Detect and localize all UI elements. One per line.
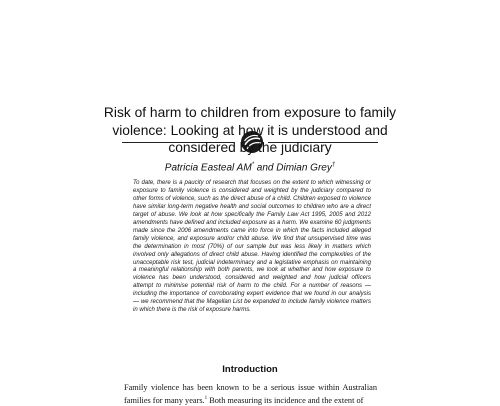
section-heading: Introduction bbox=[222, 364, 278, 375]
body-paragraph bbox=[124, 382, 377, 406]
author-joiner: and bbox=[254, 162, 277, 174]
author-name: Dimian Grey bbox=[276, 162, 332, 174]
body-text: Family violence has been known to be a serious issue within Australian families for many years. bbox=[124, 383, 377, 405]
article-title: Risk of harm to children from exposure to family violence: Looking at how it is understood and considered by the judiciary bbox=[103, 105, 397, 155]
header-ornament bbox=[0, 64, 500, 94]
author-affiliation-mark: † bbox=[331, 162, 336, 168]
author-name: Patricia Easteal AM bbox=[164, 162, 252, 174]
abstract: To date, there is a paucity of research that focuses on the extent to which witnessing or exposure to family violence is considered and weighted by the judiciary compared to other forms of violence, such as the direct abuse of a child. Children exposed to violence have similar long-term negative health and social outcomes to children who are a direct target of abuse. We look at how specifically the Family Law Act 1995, 2005 and 2012 amendments have defined and included exposure as a harm. We examine 60 judgments made since the 2006 amendments came into force in which the facts included alleged family violence, and exposure and/or child abuse. We find that unsupervised time was the determination in most (70%) of our sample but was less likely in matters which involved only allegations of direct child abuse. Having identified the complexities of the unacceptable risk test, judicial indeterminacy and a legislative emphasis on maintaining a meaningful relationship with both parents, we look at whether and how exposure to violence has been understood, considered and weighted and how judicial officers attempt to minimise potential risk of harm to the child. For a number of reasons — including the importance of corroborating expert evidence that we found in our analysis — we recommend that the Magellan List be expanded to include family violence matters in which there is the risk of exposure harms. bbox=[133, 180, 371, 314]
footnote-marker[interactable]: 1 bbox=[204, 396, 208, 401]
author-line bbox=[0, 162, 500, 173]
body-text-continued: Both measuring its incidence and the extent of bbox=[207, 395, 364, 405]
author-affiliation-mark: * bbox=[251, 162, 255, 168]
